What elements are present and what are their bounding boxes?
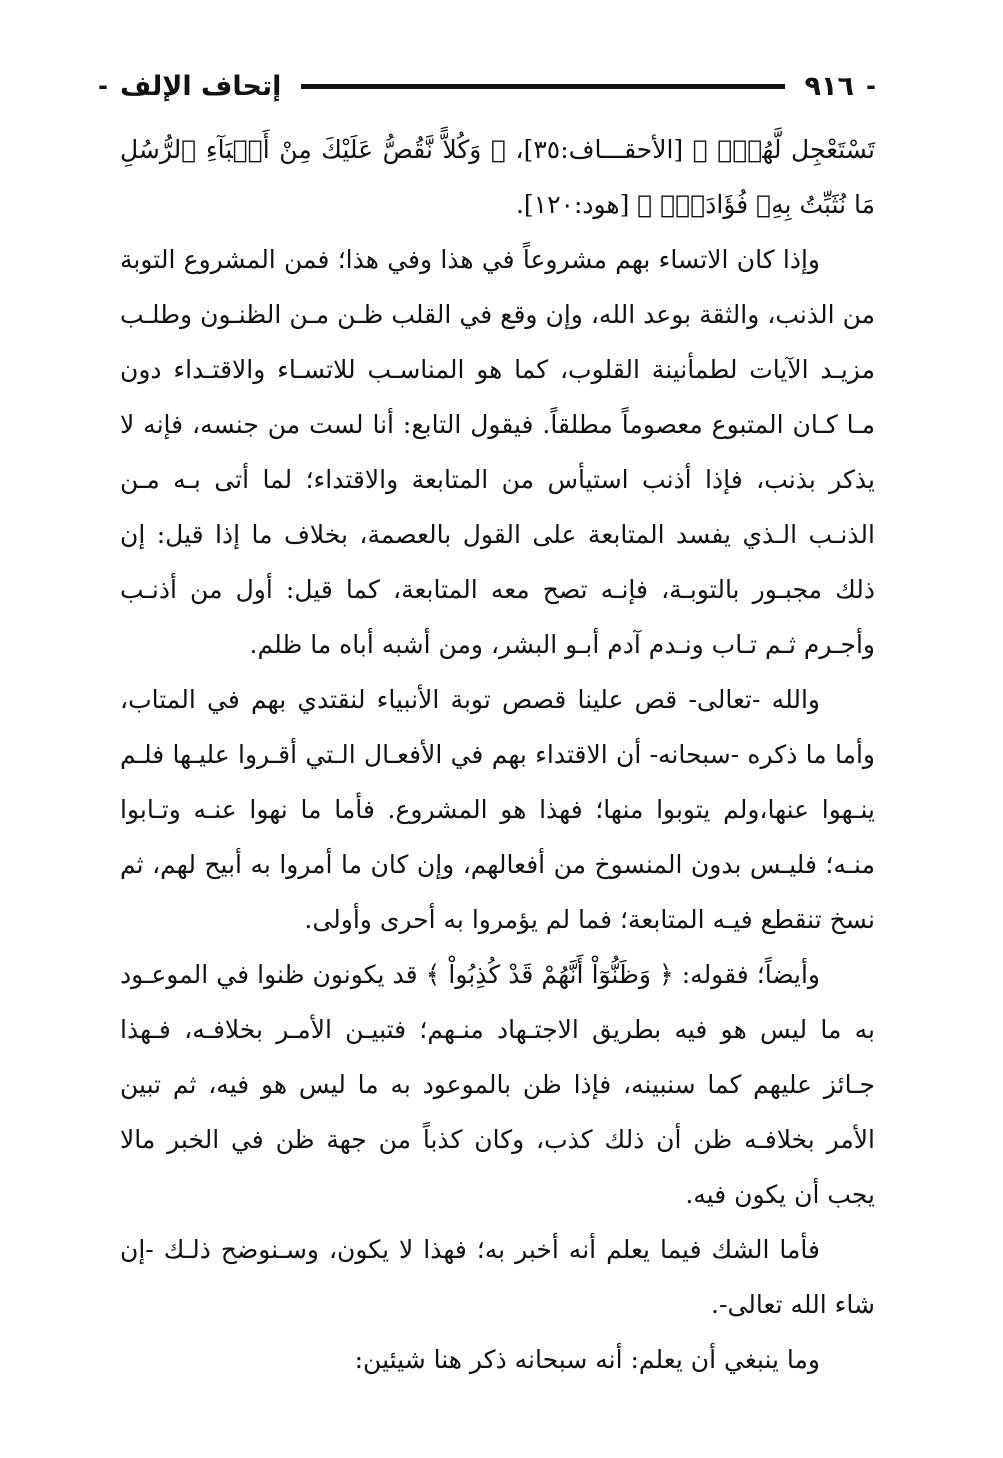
paragraph-quran-continuation: تَسْتَعْجِل لَّهُمْۚ ﴾ [الأحقـــاف:٣٥]، ﴿ وَكُلاًّ نَّقُصُّ عَلَيْكَ مِنْ أَنۢبَآءِ ٱلرُّسُلِ مَا نُثَبِّتُ بِهِۦ فُؤَادَكَۚ ﴾ [هود:١٢٠]. [120,135,875,219]
paragraph-two-things: وما ينبغي أن يعلم: أنه سبحانه ذكر هنا شيئين: [354,1345,820,1374]
page-number: ٩١٦ [804,70,854,102]
header-rule [301,84,784,89]
header-dash-left: - [98,72,108,100]
paragraph-repentance: وإذا كان الاتساء بهم مشروعاً في هذا وفي هذا؛ فمن المشروع التوبة من الذنب، والثقة بوعد الله، وإن وقع في القلب ظـن مـن الظنـون وطلـب مزيـد الآيات لطمأنينة القلوب، كما هو المناسـب للاتسـاء والاقتـداء دون مـا كـان المتبوع معصوماً مطلقاً. فيقول التابع: أنا لست من جنسه، فإنه لا يذكر بذنب، فإذا أذنب استيأس من المتابعة والاقتداء؛ لما أتى بـه مـن الذنـب الـذي يفسد المتابعة على القول بالعصمة، بخلاف ما إذا قيل: إن ذلك مجبـور بالتوبـة، فإنـه تصح معه المتابعة، كما قيل: أول من أذنـب وأجـرم ثـم تـاب ونـدم آدم أبـو البشر، ومن أشبه أباه ما ظلم. [120,245,875,659]
paragraph-prophets-stories: والله -تعالى- قص علينا قصص توبة الأنبياء لنقتدي بهم في المتاب، وأما ما ذكره -سبحانه- أن الاقتداء بهم في الأفعـال الـتي أقـروا عليـها فلـم ينـهوا عنها،ولم يتوبوا منها؛ فهذا هو المشروع. فأما ما نهوا عنـه وتـابوا منـه؛ فليـس بدون المنسوخ من أفعالهم، وإن كان ما أمروا به أبيح لهم، ثم نسخ تنقطع فيـه المتابعة؛ فما لم يؤمروا به أحرى وأولى. [120,685,875,934]
header-dash-right: - [866,72,876,100]
paragraph-they-thought: وأيضاً؛ فقوله: ﴿ وَظَنُّوٓاْ أَنَّهُمْ قَدْ كُذِبُواْ ﴾ قد يكونون ظنوا في الموعـود به ما ليس هو فيه بطريق الاجتـهاد منـهم؛ فتبيـن الأمـر بخلافـه، فـهذا جـائز عليهم كما سنبينه، فإذا ظن بالموعود به ما ليس هو فيه، ثم تبين الأمر بخلافـه ظن أن ذلك كذب، وكان كذباً من جهة ظن في الخبر مالا يجب أن يكون فيه. [120,960,875,1209]
page-header [92,64,882,108]
book-title: إتحاف الإلف [120,70,282,102]
page-body [120,122,875,1387]
paragraph-doubt: فأما الشك فيما يعلم أنه أخبر به؛ فهذا لا يكون، وسـنوضح ذلـك -إن شاء الله تعالى-. [120,1235,875,1319]
